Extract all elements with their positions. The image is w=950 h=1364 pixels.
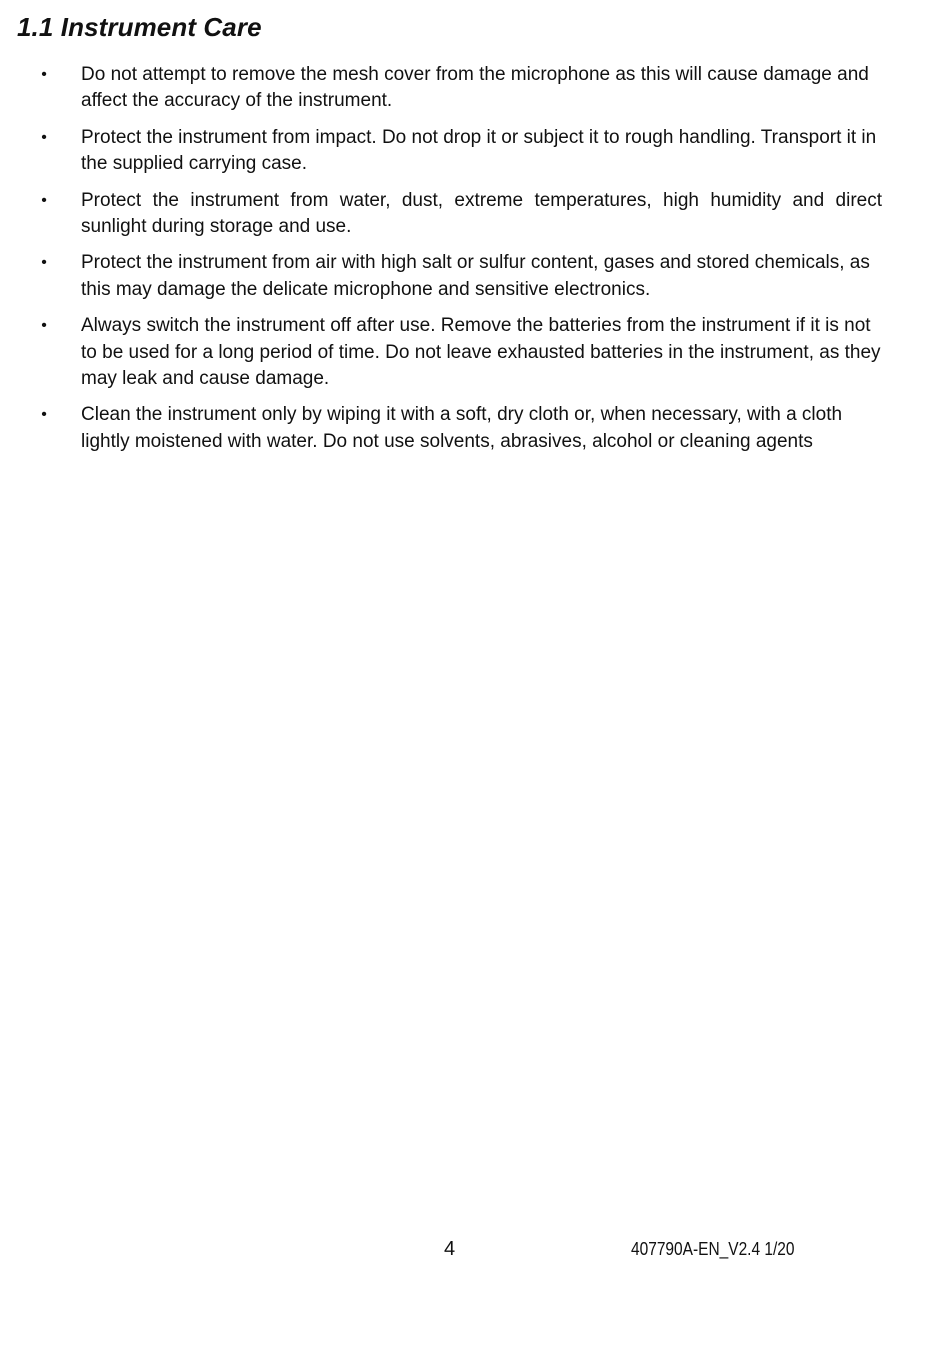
list-item-text: Protect the instrument from water, dust, extreme temperatures, high humidity and direct sunlight during storage and use. bbox=[81, 189, 882, 238]
bullet-icon: • bbox=[41, 191, 47, 209]
bullet-icon: • bbox=[41, 254, 47, 272]
list-item bbox=[0, 402, 950, 455]
list-item-text: Protect the instrument from impact. Do not drop it or subject it to rough handling. Transport it in the supplied carrying case. bbox=[81, 126, 877, 175]
section-title: 1.1 Instrument Care bbox=[17, 12, 262, 42]
list-item bbox=[0, 313, 950, 392]
instrument-care-list bbox=[0, 62, 950, 465]
list-item bbox=[0, 62, 950, 115]
list-item-text: Do not attempt to remove the mesh cover from the microphone as this will cause damage and affect the accuracy of the instrument. bbox=[81, 64, 869, 112]
bullet-icon: • bbox=[41, 317, 47, 335]
bullet-icon: • bbox=[41, 406, 47, 424]
list-item-text: Always switch the instrument off after use. Remove the batteries from the instrument if it is not to be used for a long period of time. Do not leave exhausted batteries in the instrument, as they may leak and cause damage. bbox=[81, 315, 881, 390]
page-number: 4 bbox=[444, 1238, 456, 1260]
list-item bbox=[0, 125, 950, 178]
document-id: 407790A-EN_V2.4 1/20 bbox=[631, 1239, 795, 1259]
list-item-text: Protect the instrument from air with high salt or sulfur content, gases and stored chemicals, as this may damage the delicate microphone and sensitive electronics. bbox=[81, 252, 870, 300]
list-item bbox=[0, 250, 950, 303]
bullet-icon: • bbox=[41, 66, 47, 83]
list-item-text: Clean the instrument only by wiping it with a soft, dry cloth or, when necessary, with a cloth lightly moistened with water. Do not use solvents, abrasives, alcohol or cleaning agents bbox=[81, 404, 843, 452]
bullet-icon: • bbox=[41, 128, 47, 146]
list-item bbox=[0, 188, 950, 241]
